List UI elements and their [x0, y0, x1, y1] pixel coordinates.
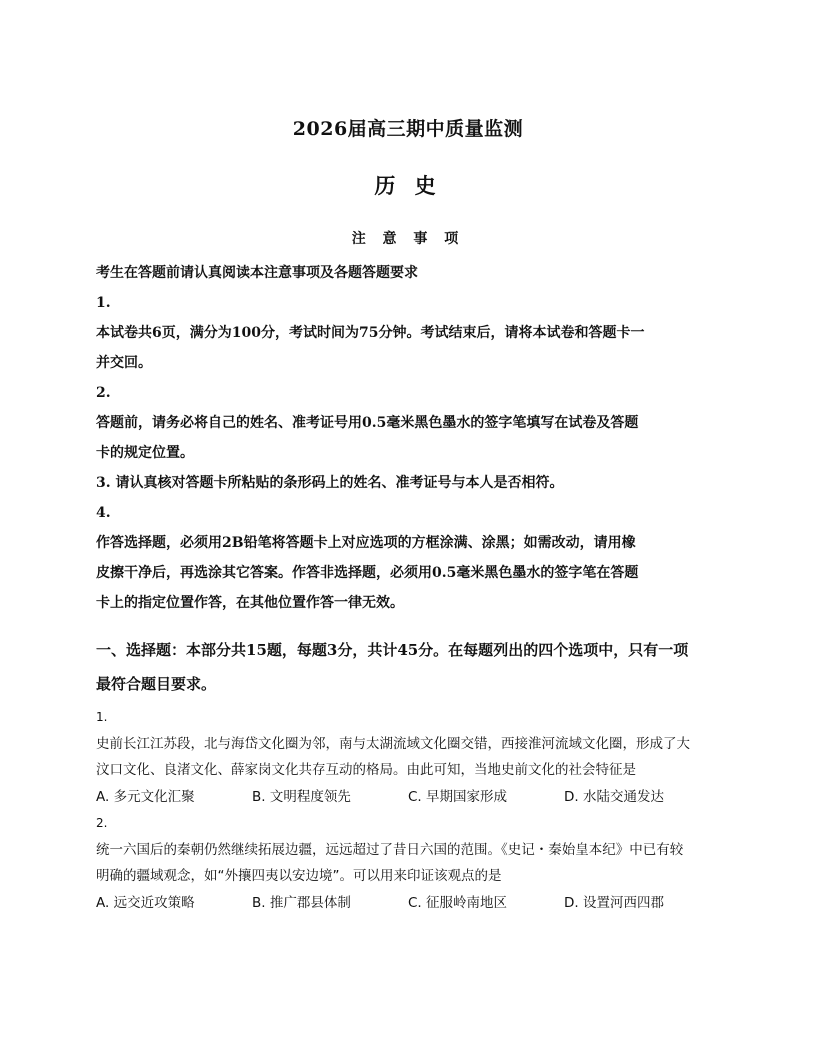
option-d: D. 水陆交通发达 — [564, 788, 664, 805]
question-stem: 统一六国后的秦朝仍然继续拓展边疆，远远超过了昔日六国的范围。《史记・秦始皇本纪》中已有较 — [96, 841, 684, 858]
notice-item-1-text-cont: 并交回。 — [96, 355, 152, 371]
question-options — [96, 784, 722, 811]
question-number: 2. — [96, 816, 108, 830]
notice-item-4-text-cont: 皮擦干净后，再选涂其它答案。作答非选择题，必须用0.5毫米黑色墨水的签字笔在答题 — [96, 565, 639, 581]
notice-item-3-text: 3. 请认真核对答题卡所粘贴的条形码上的姓名、准考证号与本人是否相符。 — [96, 475, 564, 491]
exam-title: 2026届高三期中质量监测 — [292, 118, 524, 140]
option-a: A. 远交近攻策略 — [96, 894, 195, 911]
option-c: C. 征服岭南地区 — [408, 894, 508, 911]
notice-intro: 考生在答题前请认真阅读本注意事项及各题答题要求 — [96, 265, 418, 281]
option-b: B. 推广郡县体制 — [252, 894, 351, 911]
section-heading — [96, 633, 722, 701]
question-number: 1. — [96, 710, 108, 724]
notice-item-2-number: 2. — [96, 385, 111, 401]
question-1 — [96, 704, 722, 810]
option-a: A. 多元文化汇聚 — [96, 788, 195, 805]
option-c: C. 早期国家形成 — [408, 788, 508, 805]
notice-item-2-text: 答题前，请务必将自己的姓名、准考证号用0.5毫米黑色墨水的签字笔填写在试卷及答题 — [96, 415, 639, 431]
question-list — [96, 704, 722, 916]
subject-title: 历 史 — [374, 173, 442, 198]
notice-item-1-number: 1. — [96, 295, 111, 311]
option-d: D. 设置河西四郡 — [564, 894, 664, 911]
notice-item-4-number: 4. — [96, 505, 111, 521]
option-b: B. 文明程度领先 — [252, 788, 351, 805]
notice-item-4-text-cont-2: 卡上的指定位置作答，在其他位置作答一律无效。 — [96, 595, 404, 611]
notice-heading: 注 意 事 项 — [351, 231, 465, 247]
section-title-line-1: 一、选择题：本部分共15题，每题3分，共计45分。在每题列出的四个选项中，只有一项 — [96, 641, 689, 659]
question-stem: 史前长江江苏段，北与海岱文化圈为邻，南与太湖流域文化圈交错，西接淮河流域文化圈，形成了大 — [96, 735, 690, 752]
section-title-line-2: 最符合题目要求。 — [96, 675, 217, 693]
question-stem-cont: 明确的疆域观念，如“外攘四夷以安边境”。可以用来印证该观点的是 — [96, 868, 502, 884]
question-stem-cont: 汶口文化、良渚文化、薛家岗文化共存互动的格局。由此可知，当地史前文化的社会特征是 — [96, 762, 636, 778]
question-2 — [96, 810, 722, 916]
notice-item-2-text-cont: 卡的规定位置。 — [96, 445, 194, 461]
notice-item-4-text: 作答选择题，必须用2B铅笔将答题卡上对应选项的方框涂满、涂黑；如需改动，请用橡 — [96, 535, 636, 551]
notice-item-1-text: 本试卷共6页，满分为100分，考试时间为75分钟。考试结束后，请将本试卷和答题卡一 — [96, 325, 645, 341]
question-options — [96, 890, 722, 917]
notice-list — [96, 258, 722, 618]
